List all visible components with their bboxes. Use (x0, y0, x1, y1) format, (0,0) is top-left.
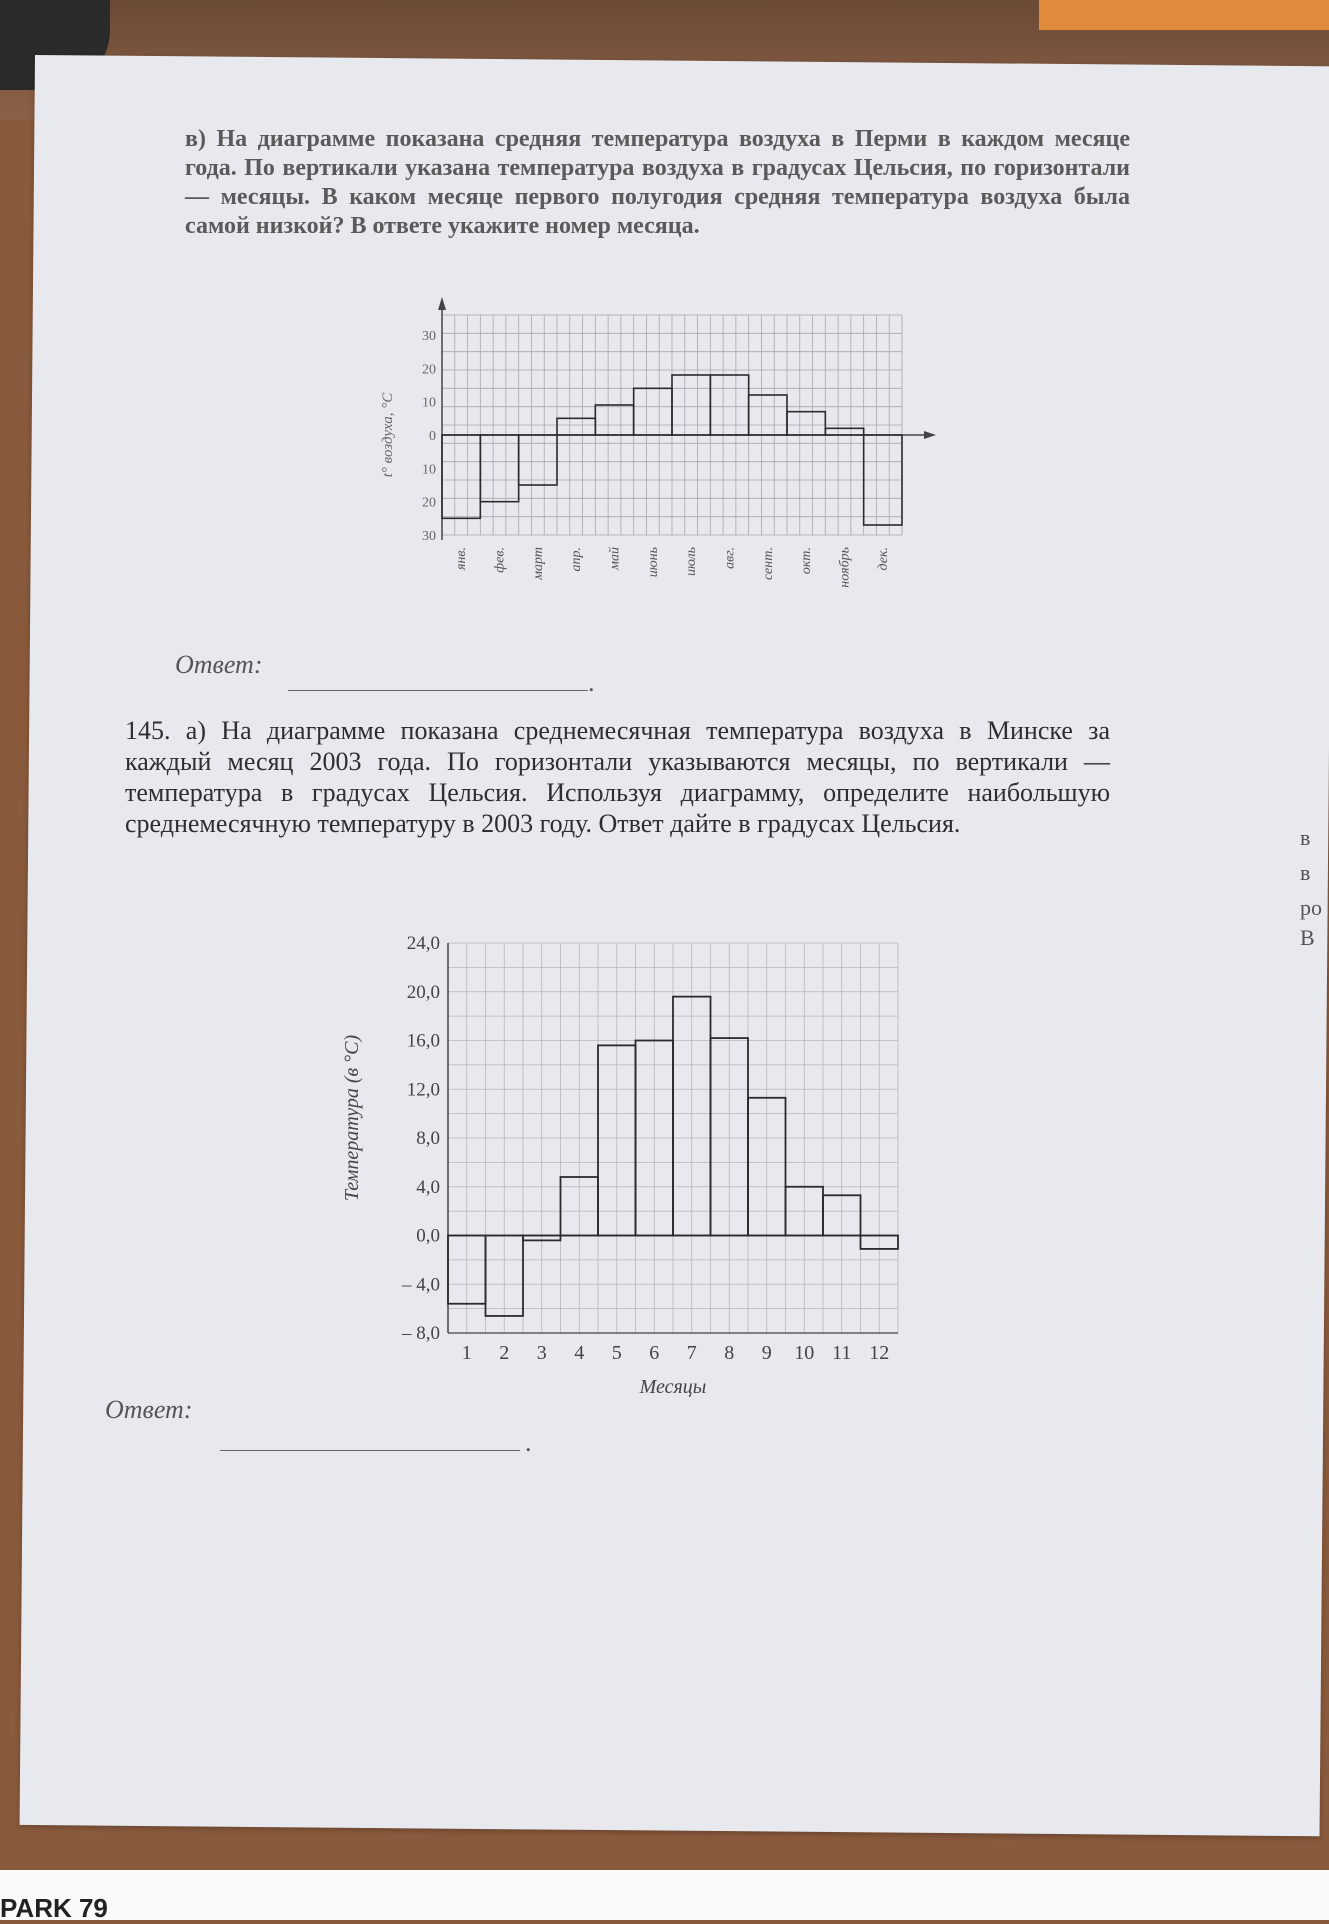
side-letter-3: ро (1300, 895, 1322, 920)
x-tick-label: май (607, 547, 623, 570)
x-tick-label: сент. (760, 547, 776, 580)
x-tick-label: 8 (724, 1342, 735, 1364)
x-tick-label: 2 (499, 1342, 510, 1364)
y-tick-label: 10 (422, 462, 436, 478)
bar (557, 418, 595, 435)
bar (634, 388, 672, 435)
y-tick-label: – 4,0 (402, 1274, 440, 1296)
problem-v-text: в) На диаграмме показана средняя температура воздуха в Перми в каждом месяце года. По вертикали указана температура воздуха в градусах Цельсия, по горизонтали — месяцы. В каком месяце первого полугодия средняя температура воздуха была самой низкой? В ответе укажите номер месяца. (185, 126, 1130, 239)
y-tick-label: 30 (422, 529, 436, 544)
x-tick-label: 7 (686, 1342, 697, 1364)
y-tick-label: 30 (422, 329, 436, 344)
side-letter-4: В (1300, 925, 1315, 950)
perm-temperature-chart (370, 290, 950, 670)
answer-dot-145: . (525, 1428, 532, 1457)
x-tick-label: апр. (569, 547, 585, 572)
x-tick-label: окт. (799, 547, 815, 575)
side-letter-1: в (1300, 825, 1311, 850)
x-tick-label: янв. (454, 547, 470, 571)
x-tick-label: 5 (611, 1342, 622, 1364)
orange-object (1039, 0, 1329, 30)
x-axis-arrow (924, 431, 936, 439)
y-tick-label: – 8,0 (402, 1323, 440, 1344)
bar (825, 428, 863, 435)
y-tick-label: 20 (422, 362, 436, 378)
x-tick-label: 1 (461, 1342, 472, 1364)
x-tick-label: 6 (649, 1342, 660, 1364)
x-tick-label: 11 (832, 1342, 852, 1364)
x-tick-label: июнь (645, 547, 661, 578)
x-tick-label: ноябрь (837, 547, 853, 588)
y-tick-label: 12,0 (406, 1079, 440, 1101)
x-tick-label: авг. (722, 547, 738, 569)
y-axis-label: t° воздуха, °C (380, 392, 396, 478)
answer-dot-v: . (588, 668, 595, 697)
x-axis-label: Месяцы (639, 1376, 707, 1398)
x-tick-label: 9 (761, 1342, 772, 1364)
x-tick-label: июль (684, 547, 700, 576)
answer-label-145: Ответ: (105, 1395, 193, 1424)
y-tick-label: 0 (429, 429, 436, 444)
y-tick-label: 8,0 (416, 1128, 440, 1149)
y-tick-label: 20 (422, 495, 436, 511)
minsk-temperature-chart (330, 915, 920, 1425)
bar (595, 405, 633, 435)
footer-label: PARK 79 (0, 1893, 108, 1923)
y-tick-label: 16,0 (406, 1030, 440, 1052)
x-tick-label: фев. (492, 547, 508, 573)
bar (442, 435, 480, 518)
bar (787, 412, 825, 435)
y-tick-label: 4,0 (416, 1176, 440, 1198)
y-tick-label: 0,0 (416, 1225, 440, 1247)
bar (749, 395, 787, 435)
y-tick-label: 10 (422, 395, 436, 411)
y-tick-label: 20,0 (406, 981, 440, 1003)
problem-145-text: 145. а) На диаграмме показана среднемесячная температура воздуха в Минске за каждый месяц 2003 года. По горизонтали указываются месяцы, по вертикали — температура в градусах Цельсия. Используя диаграмму, определите наибольшую среднемесячную температуру в 2003 году. Ответ дайте в градусах Цельсия. (125, 716, 1110, 838)
bar (672, 375, 710, 435)
bar (710, 375, 748, 435)
bottom-strip (0, 1870, 1329, 1920)
x-tick-label: март (530, 547, 546, 580)
x-tick-label: 12 (869, 1342, 890, 1364)
answer-line-v[interactable] (288, 690, 588, 691)
bar (519, 435, 557, 485)
y-axis-label: Температура (в °C) (341, 1034, 363, 1202)
answer-label-v: Ответ: (175, 650, 263, 679)
x-tick-label: 3 (536, 1342, 547, 1364)
y-tick-label: 24,0 (406, 933, 440, 954)
x-tick-label: 4 (574, 1342, 585, 1364)
y-axis-arrow (438, 297, 446, 310)
x-tick-label: 10 (794, 1342, 815, 1364)
x-tick-label: дек. (875, 547, 891, 571)
side-letter-2: в (1300, 860, 1311, 885)
bar (480, 435, 518, 502)
answer-line-145[interactable] (220, 1450, 520, 1451)
